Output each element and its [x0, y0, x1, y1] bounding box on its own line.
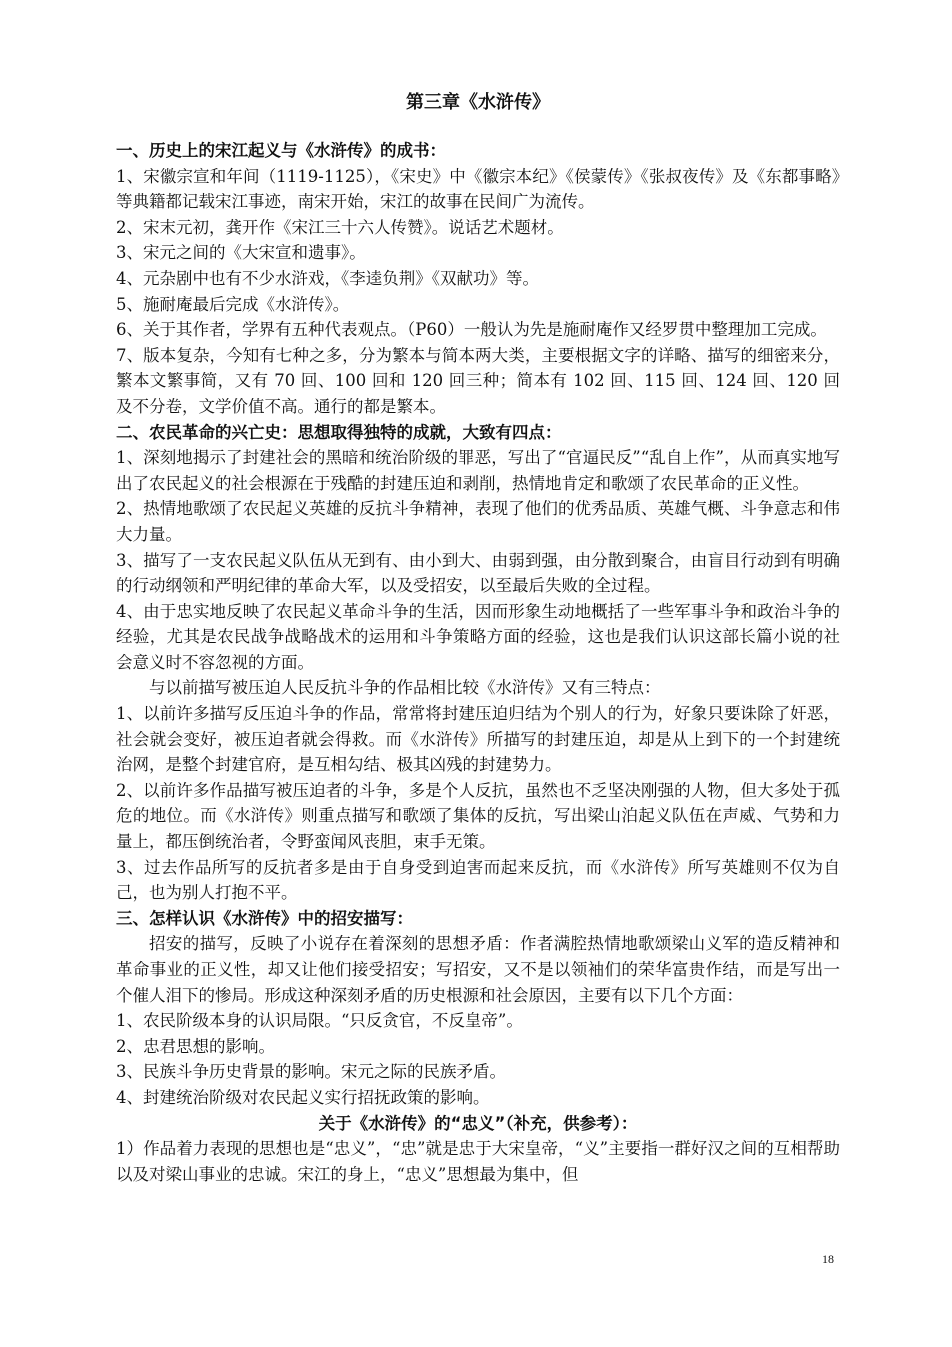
section3-item: 2、忠君思想的影响。 [116, 1036, 275, 1056]
supplement-item: 1）作品着力表现的思想也是“忠义”，“忠”就是忠于大宋皇帝，“义”主要指一群好汉之间的互相帮助以及对梁山事业的忠诚。宋江的身上，“忠义”思想最为集中，但 [116, 1139, 840, 1184]
section1-item: 6、关于其作者，学界有五种代表观点。（P60）一般认为先是施耐庵作又经罗贯中整理加工完成。 [116, 320, 827, 340]
section3-item: 1、农民阶级本身的认识局限。“只反贪官，不反皇帝”。 [116, 1011, 523, 1031]
section1-item: 4、元杂剧中也有不少水浒戏，《李逵负荆》《双献功》等。 [116, 268, 539, 288]
section2-item: 3、描写了一支农民起义队伍从无到有、由小到大、由弱到强，由分散到聚合，由盲目行动到有明确的行动纲领和严明纪律的革命大军，以及受招安，以至最后失败的全过程。 [116, 550, 840, 596]
section2-compare-item: 1、以前许多描写反压迫斗争的作品，常常将封建压迫归结为个别人的行为，好象只要诛除了奸恶，社会就会变好，被压迫者就会得救。而《水浒传》所描写的封建压迫，却是从上到下的一个封建统治网，是整个封建官府，是互相勾结、极其凶残的封建势力。 [116, 704, 840, 775]
section2-compare-intro: 与以前描写被压迫人民反抗斗争的作品相比较《水浒传》又有三特点： [149, 678, 661, 698]
section1-heading: 一、历史上的宋江起义与《水浒传》的成书： [116, 141, 446, 160]
supplement-heading: 关于《水浒传》的“忠义”（补充，供参考）： [318, 1113, 638, 1133]
section1-item: 7、版本复杂，今知有七种之多，分为繁本与简本两大类，主要根据文字的详略、描写的细密来分，繁本文繁事简，又有 70 回、100 回和 120 回三种；简本有 102 回、115 回、124 回、120 回及不分卷，文学价值不高。通行的都是繁本。 [116, 345, 840, 416]
section3-item: 4、封建统治阶级对农民起义实行招抚政策的影响。 [116, 1087, 490, 1107]
page-number: 18 [822, 1252, 834, 1266]
section2-compare-item: 2、以前许多作品描写被压迫者的斗争，多是个人反抗，虽然也不乏坚决刚强的人物，但大多处于孤危的地位。而《水浒传》则重点描写和歌颂了集体的反抗，写出梁山泊起义队伍在声威、气势和力量上，都压倒统治者，令野蛮闻风丧胆，束手无策。 [116, 780, 840, 852]
page-content [116, 90, 840, 1187]
section3-item: 3、民族斗争历史背景的影响。宋元之际的民族矛盾。 [116, 1062, 506, 1082]
section2-heading: 二、农民革命的兴亡史：思想取得独特的成就，大致有四点： [116, 422, 562, 442]
section3-intro: 招安的描写，反映了小说存在着深刻的思想矛盾：作者满腔热情地歌颂梁山义军的造反精神和革命事业的正义性，却又让他们接受招安；写招安，又不是以领袖们的荣华富贵作结，而是写出一个催人泪下的惨局。形成这种深刻矛盾的历史根源和社会原因，主要有以下几个方面： [116, 934, 840, 1005]
section1-item: 1、宋徽宗宣和年间（1119-1125），《宋史》中《徽宗本纪》《侯蒙传》《张叔夜传》及《东都事略》等典籍都记载宋江事迹，南宋开始，宋江的故事在民间广为流传。 [116, 166, 840, 212]
section2-item: 4、由于忠实地反映了农民起义革命斗争的生活，因而形象生动地概括了一些军事斗争和政治斗争的经验，尤其是农民战争战略战术的运用和斗争策略方面的经验，这也是我们认识这部长篇小说的社会意义时不容忽视的方面。 [116, 601, 840, 672]
section1-item: 3、宋元之间的《大宋宣和遗事》。 [116, 243, 366, 263]
section1-item: 2、宋末元初，龚开作《宋江三十六人传赞》。说话艺术题材。 [116, 217, 564, 237]
section2-item: 2、热情地歌颂了农民起义英雄的反抗斗争精神，表现了他们的优秀品质、英雄气概、斗争意志和伟大力量。 [116, 499, 840, 544]
section3-heading: 三、怎样认识《水浒传》中的招安描写： [116, 908, 413, 928]
section1-item: 5、施耐庵最后完成《水浒传》。 [116, 294, 350, 314]
section2-item: 1、深刻地揭示了封建社会的黑暗和统治阶级的罪恶，写出了“官逼民反”“乱自上作”，从而真实地写出了农民起义的社会根源在于残酷的封建压迫和剥削，热情地肯定和歌颂了农民革命的正义性。 [116, 448, 840, 493]
section2-compare-item: 3、过去作品所写的反抗者多是由于自身受到迫害而起来反抗，而《水浒传》所写英雄则不仅为自己，也为别人打抱不平。 [116, 857, 840, 903]
chapter-title: 第三章《水浒传》 [406, 92, 550, 113]
